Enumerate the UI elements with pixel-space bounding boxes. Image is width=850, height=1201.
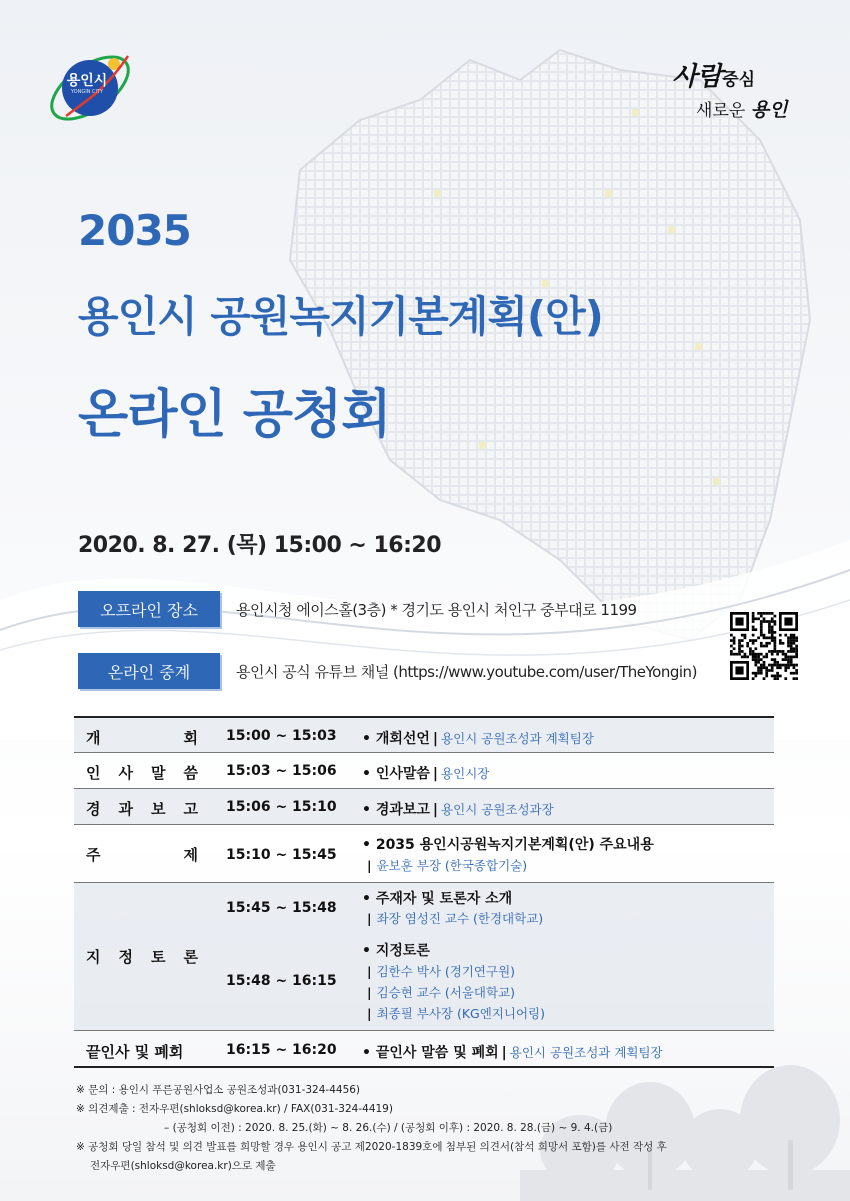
panelist-2: | 김승현 교수 (서울대학교) — [367, 985, 516, 1000]
row-desc-discussion: • 지정토론 — [362, 943, 430, 959]
schedule-row-opening — [74, 716, 774, 752]
logo-wordmark: 용인시 — [66, 73, 108, 89]
note-submission: ※ 의견제출 : 전자우편(shloksd@korea.kr) / FAX(031-324-4419) — [76, 1103, 393, 1115]
row-time: 16:15 ~ 16:20 — [226, 1042, 337, 1058]
offline-venue-label: 오프라인 장소 — [78, 591, 220, 627]
event-date: 2020. 8. 27. (목) 15:00 ~ 16:20 — [78, 533, 442, 558]
row-label: 주 제 — [86, 846, 198, 864]
row-desc: • 개회선언 | 용인시 공원조성과 계획팀장 — [362, 731, 594, 747]
slogan-word-new: 새로운 — [696, 101, 751, 121]
title-plan: 용인시 공원녹지기본계획(안) — [78, 292, 603, 341]
online-stream-value[interactable]: 용인시 공식 유튜브 채널 (https://www.youtube.com/user/TheYongin) — [236, 663, 697, 681]
row-time-discussion: 15:48 ~ 16:15 — [226, 973, 337, 989]
panelist-3: | 최종필 부사장 (KG엔지니어링) — [367, 1006, 545, 1021]
row-presenter: | 윤보훈 부장 (한국종합기술) — [367, 858, 528, 873]
schedule-row-greeting — [74, 752, 774, 788]
online-stream-label: 온라인 중계 — [78, 653, 220, 689]
title-event: 온라인 공청회 — [78, 385, 391, 445]
title-year: 2035 — [78, 206, 191, 255]
offline-venue-value: 용인시청 에이스홀(3층) * 경기도 용인시 처인구 중부대로 1199 — [236, 601, 637, 619]
footnotes — [76, 1081, 796, 1176]
row-time: 15:00 ~ 15:03 — [226, 728, 337, 744]
row-desc: • 경과보고 | 용인시 공원조성과장 — [362, 802, 554, 818]
row-moderator: | 좌장 염성진 교수 (한경대학교) — [367, 911, 544, 926]
slogan-word-people: 사람 — [672, 62, 723, 92]
schedule-table — [74, 716, 774, 1068]
note-contact: ※ 문의 : 용인시 푸른공원사업소 공원조성과(031-324-4456) — [76, 1084, 361, 1096]
note-attendance-cont: 전자우편(shloksd@korea.kr)으로 제출 — [90, 1160, 276, 1172]
schedule-row-main-topic — [74, 824, 774, 882]
qr-code[interactable] — [730, 612, 798, 680]
row-label: 개 회 — [86, 729, 198, 747]
row-time-intro: 15:45 ~ 15:48 — [226, 900, 337, 916]
row-time: 15:03 ~ 15:06 — [226, 763, 337, 779]
row-label: 지 정 토 론 — [86, 948, 198, 966]
schedule-row-progress-report — [74, 788, 774, 824]
row-desc: • 인사말씀 | 용인시장 — [362, 766, 490, 782]
slogan-word-center: 중심 — [722, 70, 756, 90]
note-submission-period: – (공청회 이전) : 2020. 8. 25.(화) ~ 8. 26.(수) / (공청회 이후) : 2020. 8. 28.(금) ~ 9. 4.(금) — [164, 1122, 613, 1134]
row-desc-intro: • 주재자 및 토론자 소개 — [362, 891, 513, 907]
row-label: 경 과 보 고 — [86, 800, 198, 818]
row-time: 15:06 ~ 15:10 — [226, 799, 337, 815]
row-label: 끝인사 및 폐회 — [86, 1043, 184, 1061]
row-time: 15:10 ~ 15:45 — [226, 847, 337, 863]
note-attendance: ※ 공청회 당일 참석 및 의견 발표를 희망할 경우 용인시 공고 제2020-1839호에 첨부된 의견서(참석 희망서 포함)를 사전 작성 후 — [76, 1141, 667, 1153]
row-desc: • 2035 용인시공원녹지기본계획(안) 주요내용 — [362, 837, 654, 853]
panelist-1: | 김한수 박사 (경기연구원) — [367, 964, 516, 979]
row-desc: • 끝인사 말씀 및 폐회 | 용인시 공원조성과 계획팀장 — [362, 1045, 663, 1061]
city-slogan — [672, 56, 822, 122]
logo-subtext: YONGIN CITY — [70, 89, 104, 95]
slogan-word-yongin: 용인 — [750, 99, 788, 121]
row-label: 인 사 말 씀 — [86, 764, 198, 782]
schedule-row-panel-discussion — [74, 882, 774, 1030]
